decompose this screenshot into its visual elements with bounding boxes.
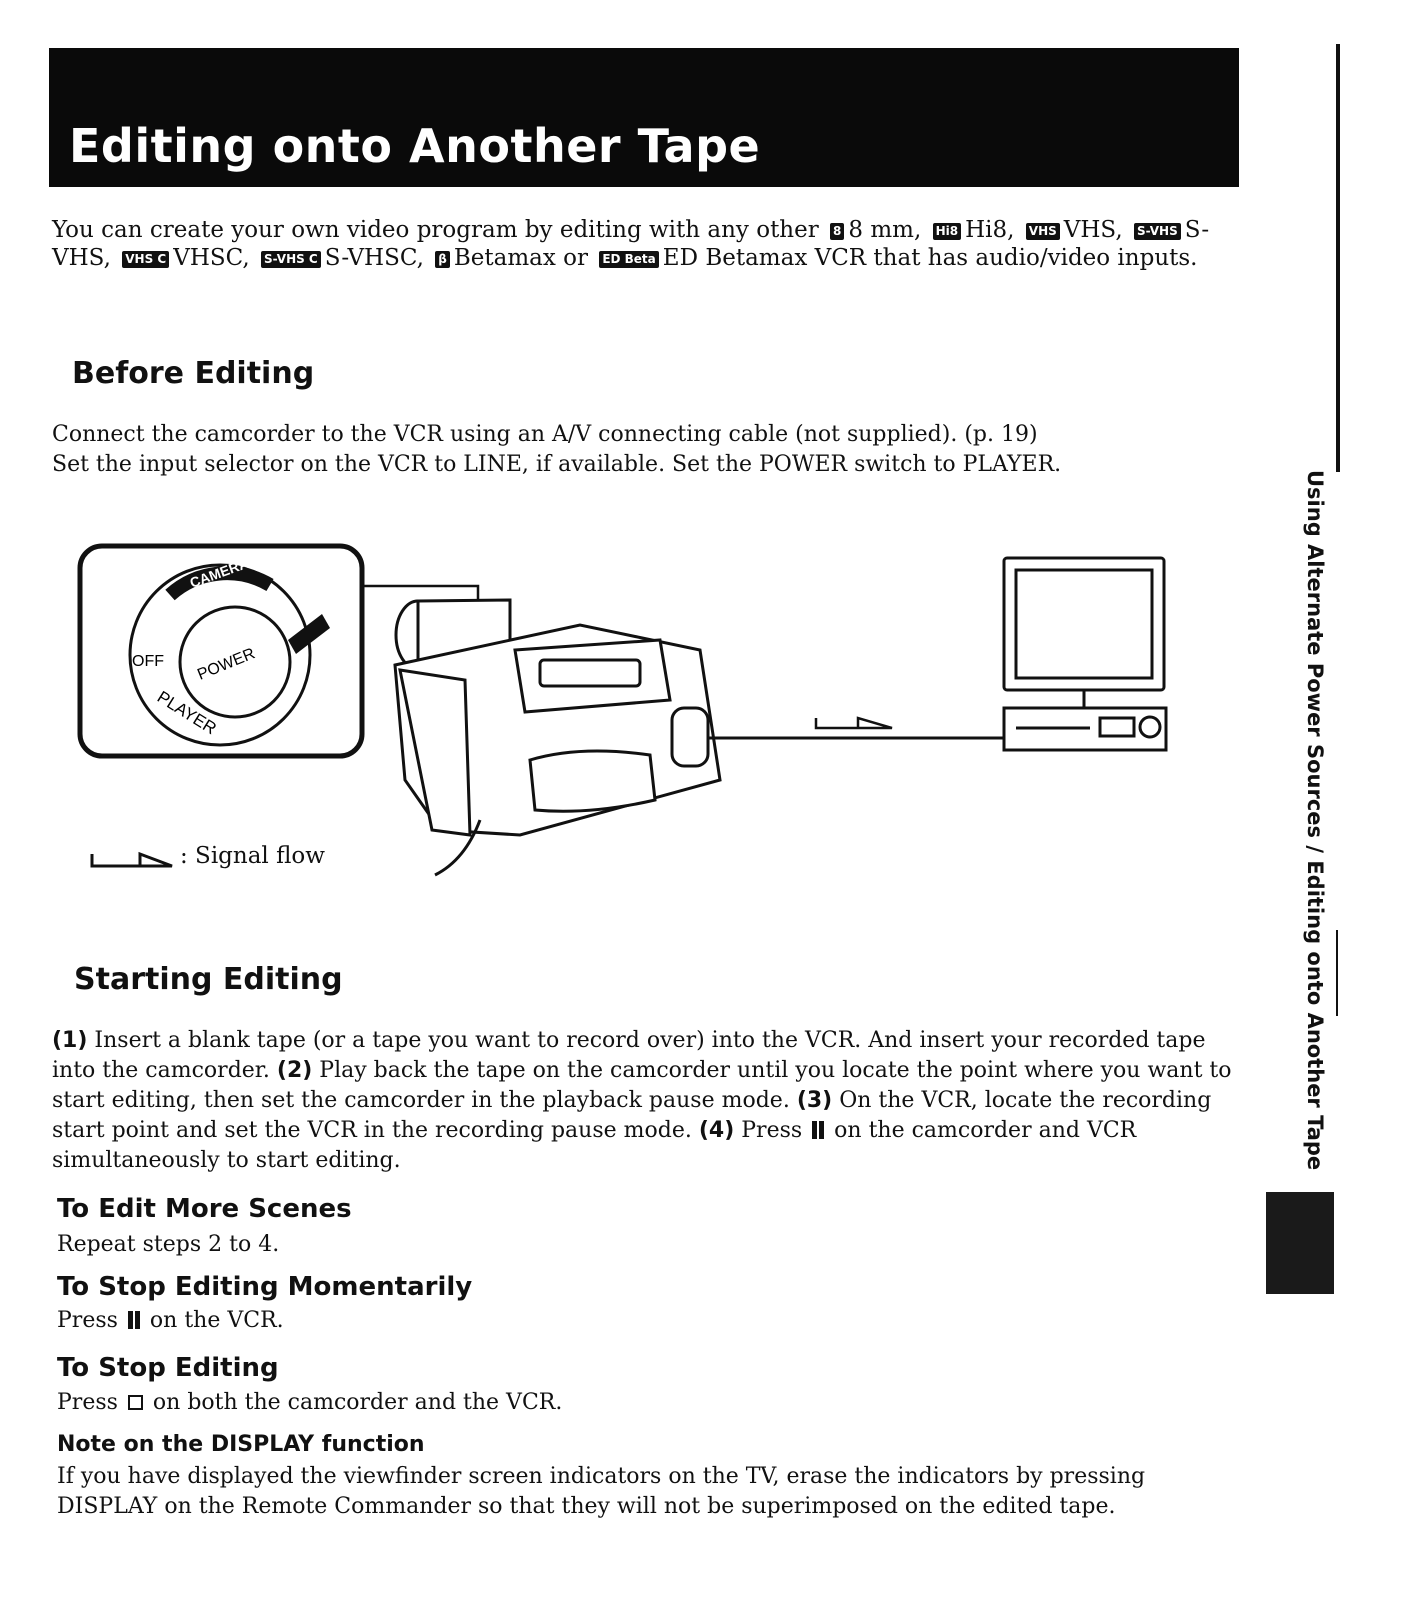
step-text: Play back the tape on the camcorder until you locate the point where you want to start editing, then set the camcorder in the playback pause mode.: [52, 1058, 1232, 1113]
section-thumb-tab: [1266, 1192, 1334, 1294]
svhs-format-logo: S-VHS: [1134, 223, 1181, 240]
display-note-text: If you have displayed the viewfinder screen indicators on the TV, erase the indicators by pressing DISPLAY on the Remote Commander so that they will not be superimposed on the edited tape.: [57, 1464, 1146, 1519]
step-number: (4): [698, 1118, 735, 1143]
display-note-heading: Note on the DISPLAY function: [57, 1432, 425, 1457]
intro-text: VHSC,: [173, 245, 250, 271]
before-editing-text: [52, 420, 1242, 480]
vcr-knob: [1140, 717, 1160, 737]
instruction-text: Press: [57, 1308, 125, 1333]
intro-text: Hi8,: [965, 217, 1015, 243]
stop-editing-heading: To Stop Editing: [57, 1353, 279, 1383]
stop-icon: [128, 1395, 143, 1410]
starting-editing-heading: Starting Editing: [74, 962, 343, 997]
intro-text: ED Betamax VCR that has audio/video inputs.: [662, 245, 1198, 271]
intro-text: S-VHSC,: [324, 245, 424, 271]
8mm-format-logo: 8: [830, 223, 844, 240]
side-rule: [1336, 930, 1338, 1016]
step-number: (3): [796, 1088, 833, 1113]
intro-text: Betamax or: [453, 245, 588, 271]
before-line-1: Connect the camcorder to the VCR using an A/V connecting cable (not supplied). (p. 19): [52, 422, 1038, 447]
stop-momentarily-text: [57, 1308, 284, 1333]
intro-paragraph: [52, 216, 1242, 272]
step-text: on the camcorder and VCR simultaneously to start editing.: [52, 1118, 1137, 1173]
instruction-text: on both the camcorder and the VCR.: [145, 1390, 563, 1415]
pause-icon: [128, 1311, 140, 1329]
hand-grip: [530, 751, 655, 811]
step-number: (2): [276, 1058, 313, 1083]
camcorder-illustration: [395, 600, 720, 875]
dial-label-power: POWER: [195, 645, 258, 684]
edit-more-scenes-text: Repeat steps 2 to 4.: [57, 1232, 280, 1257]
vhs-format-logo: VHS: [1026, 223, 1060, 240]
starting-editing-steps: [52, 1026, 1242, 1176]
edit-more-scenes-heading: To Edit More Scenes: [57, 1194, 352, 1224]
intro-text: You can create your own video program by editing with any other: [52, 217, 819, 243]
pause-icon: [812, 1121, 824, 1139]
signal-flow-arrow-icon: [816, 718, 892, 728]
instruction-text: on the VCR.: [142, 1308, 284, 1333]
dial-label-camera: CAMERA: [187, 554, 251, 591]
signal-flow-legend-icon: [90, 842, 174, 870]
signal-flow-legend: [90, 836, 325, 876]
betamax-format-logo: β: [435, 251, 450, 268]
side-rule: [1336, 44, 1340, 472]
tv-screen: [1016, 570, 1152, 678]
before-line-2: Set the input selector on the VCR to LINE, if available. Set the POWER switch to PLAYER.: [52, 452, 1062, 477]
svhsc-format-logo: S-VHS C: [261, 251, 321, 268]
stop-momentarily-heading: To Stop Editing Momentarily: [57, 1272, 473, 1302]
dial-label-off: OFF: [132, 653, 164, 670]
step-text: Press: [734, 1118, 810, 1143]
title-bar: [49, 48, 1239, 187]
intro-text: S-VHS,: [52, 217, 1210, 271]
label-window: [540, 660, 640, 686]
before-editing-heading: Before Editing: [72, 356, 315, 391]
ed-betamax-format-logo: ED Beta: [599, 251, 658, 268]
av-jack-panel: [672, 708, 708, 766]
hi8-format-logo: Hi8: [933, 223, 962, 240]
signal-flow-legend-text: : Signal flow: [180, 843, 325, 869]
connection-diagram: [60, 530, 1190, 880]
section-side-label: Using Alternate Power Sources / Editing onto Another Tape: [1303, 470, 1327, 1171]
intro-text: 8 mm,: [848, 217, 922, 243]
step-number: (1): [52, 1028, 88, 1053]
stop-editing-text: [57, 1390, 562, 1415]
step-text: On the VCR, locate the recording start point and set the VCR in the recording pause mode.: [52, 1088, 1212, 1143]
intro-text: VHS,: [1063, 217, 1123, 243]
dial-label-player: PLAYER: [153, 687, 220, 739]
step-text: Insert a blank tape (or a tape you want to record over) into the VCR. And insert your recorded tape into the camcorder.: [52, 1028, 1206, 1083]
vhsc-format-logo: VHS C: [122, 251, 169, 268]
tv-vcr-illustration: [1004, 558, 1166, 750]
vcr-display: [1100, 718, 1134, 736]
page-title: Editing onto Another Tape: [69, 119, 761, 173]
instruction-text: Press: [57, 1390, 125, 1415]
